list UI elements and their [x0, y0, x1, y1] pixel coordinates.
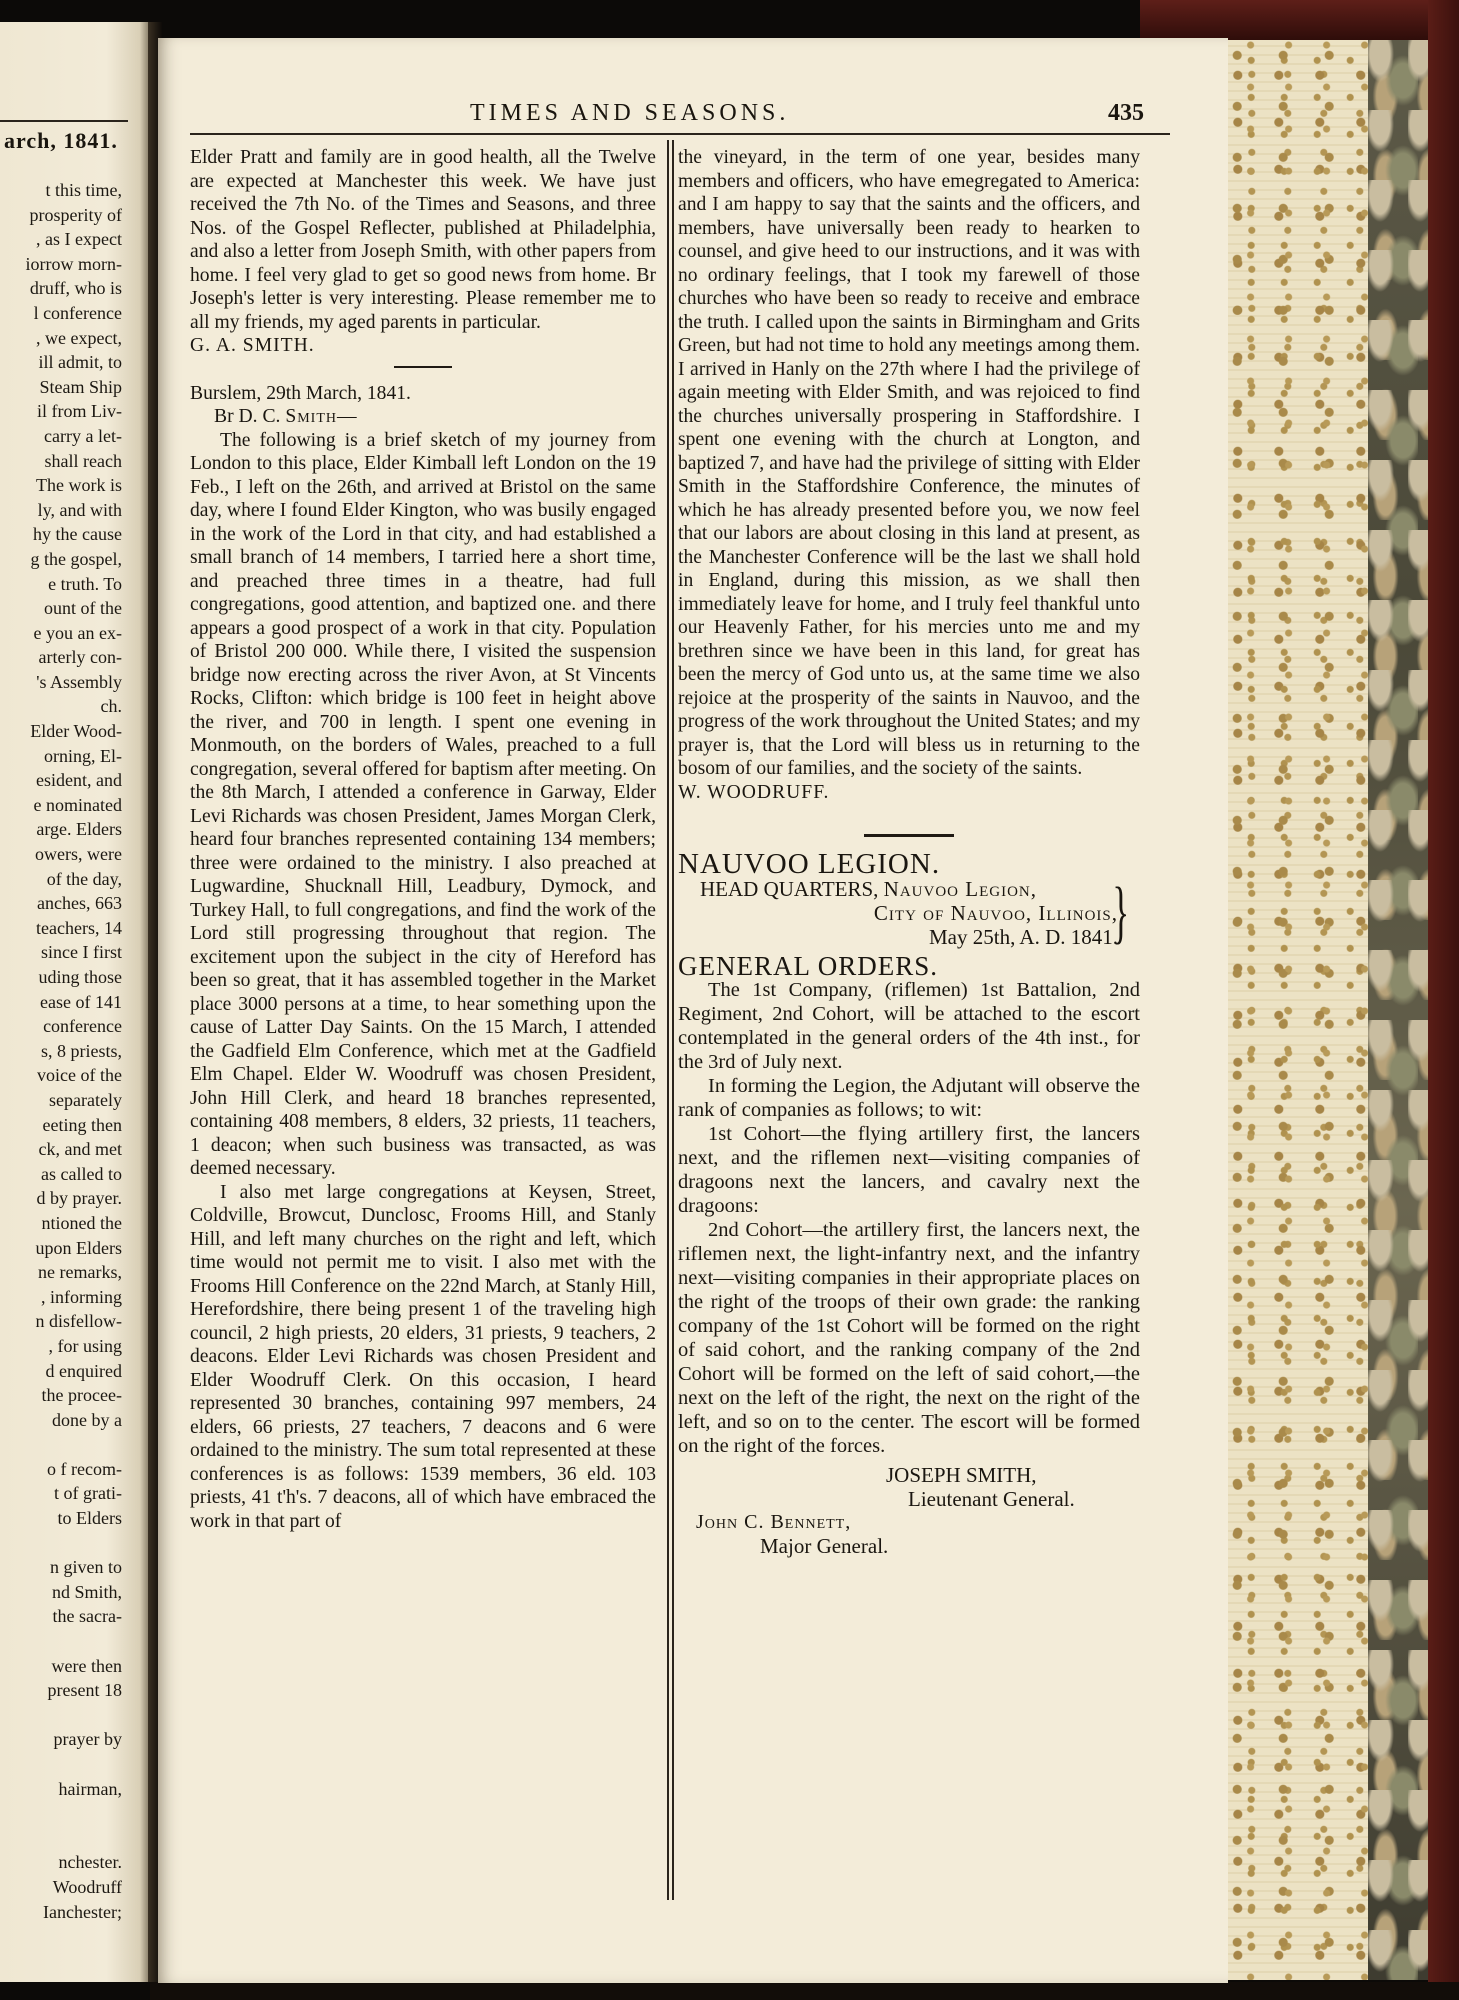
facing-page-line: were then	[51, 1655, 122, 1676]
facing-page-line: nchester.	[58, 1852, 122, 1873]
facing-page-line: upon Elders	[35, 1237, 122, 1258]
salutation-name: Smith—	[285, 406, 358, 427]
facing-page-line: carry a let-	[44, 425, 122, 446]
headquarters-block	[678, 873, 1140, 951]
facing-page-line: owers, were	[35, 844, 122, 865]
orders-paragraph: The 1st Company, (riflemen) 1st Battalion, 2nd Regiment, 2nd Cohort, will be attached to the escort contemplated in the general orders of the 4th inst., for the 3rd of July next.	[678, 979, 1140, 1073]
column-rule	[672, 140, 674, 1900]
letter-body-paragraph: I also met large congregations at Keysen, Street, Coldville, Browcut, Dunclosc, Frooms Hill, and Stanly Hill, and left many churches on the right and left, which time would not permit me to visit. I also met with the Frooms Hill Conference on the 22nd March, at Stanly Hill, Herefordshire, there being present 1 of the traveling high council, 2 high priests, 20 elders, 31 priests, 9 teachers, 2 deacons. Elder Levi Richards was chosen President and Elder Woodruff Clerk. On this occasion, I heard represented 30 branches, containing 997 members, 24 elders, 66 priests, 27 teachers, 7 deacons and 6 were ordained to the ministry. The sum total represented at these conferences is as follows: 1539 members, 36 eld. 103 priests, 41 t'h's. 7 deacons, all of which have embraced the work in that part of	[190, 1181, 656, 1532]
marbled-board	[1368, 40, 1430, 1980]
facing-page-line: nd Smith,	[51, 1581, 122, 1602]
hq-label: HEAD QUARTERS,	[700, 876, 884, 901]
facing-page-line: e you an ex-	[33, 622, 122, 643]
rank-lieutenant-general: Lieutenant General.	[908, 1486, 1075, 1511]
facing-page-line: ease of 141	[40, 991, 122, 1012]
left-column	[190, 146, 656, 1533]
facing-page-line: d by prayer.	[36, 1188, 122, 1209]
letter-closing-paragraph: Elder Pratt and family are in good health, all the Twelve are expected at Manchester this week. We have just received the 7th No. of the Times and Seasons, and three Nos. of the Gospel Reflecter, published at Philadelphia, and also a letter from Joseph Smith, with other papers from home. I feel very glad to get so good news from home. Br Joseph's letter is very interesting. Please remember me to all my friends, my aged parents in particular.	[190, 147, 656, 333]
facing-page-line: uding those	[38, 967, 122, 987]
rank-major-general: Major General.	[760, 1533, 889, 1558]
orders-paragraph: In forming the Legion, the Adjutant will observe the rank of companies as follows; to wit:	[678, 1075, 1140, 1121]
orders-paragraph: 1st Cohort—the flying artillery first, the lancers next, and the riflemen next—visiting companies of dragoons next the lancers, and cavalry next the dragoons:	[678, 1123, 1140, 1217]
facing-page-line: ntioned the	[41, 1212, 122, 1233]
facing-page-line: il from Liv-	[37, 401, 122, 422]
facing-page-line: prayer by	[53, 1729, 122, 1750]
facing-page-line: teachers, 14	[36, 917, 122, 938]
facing-page-line: , as I expect	[36, 229, 122, 250]
hq-legion: Nauvoo Legion,	[883, 876, 1037, 901]
facing-page-header: arch, 1841.	[4, 128, 118, 153]
signature-john-c-bennett: John C. Bennett,	[696, 1511, 852, 1533]
facing-page-text	[0, 178, 130, 1924]
brace-glyph: }	[1112, 873, 1130, 951]
book-bottom-edge	[150, 1982, 1459, 2000]
facing-page-line	[0, 1432, 130, 1457]
signature-joseph-smith: JOSEPH SMITH,	[886, 1463, 1037, 1487]
nauvoo-legion-heading: NAUVOO LEGION.	[678, 848, 941, 880]
facing-page-line: e nominated	[33, 794, 122, 815]
facing-page-line: esident, and	[36, 770, 122, 791]
facing-page-line	[0, 1801, 130, 1826]
facing-page-line: prosperity of	[29, 204, 122, 225]
facing-page-line: The work is	[36, 475, 122, 496]
facing-page-line: ck, and met	[38, 1139, 122, 1160]
facing-page-line: Woodruff	[52, 1876, 122, 1897]
letter-body-paragraph: The following is a brief sketch of my journey from London to this place, Elder Kimball left London on the 19 Feb., I left on the 26th, and arrived at Bristol on the same day, where I found Elder Kington, who was busily engaged in the work of the Lord in that city, and had established a small branch of 14 members, I tarried here a short time, and preached three times in a theatre, had full congregations, good attention, and baptized one. and there appears a good prospect of a work in that city. Population of Bristol 200 000. While there, I visited the suspension bridge now erecting across the river Avon, at St Vincents Rocks, Clifton: which bridge is 100 feet in height above the river, and 700 in length. I spent one evening in Monmouth, on the borders of Wales, preached to a full congregation, several offered for baptism after meeting. On the 8th March, I attended a conference in Garway, Elder Levi Richards was chosen President, James Morgan Clerk, heard four branches represented containing 134 members; three were ordained to the ministry. I also preached at Lugwardine, Shucknall Hill, Leadbury, Dymock, and Turkey Hall, to full congregations, and find the work of the Lord still progressing throughout that region. The excitement upon the subject in the city of Hereford has been so great, that it has assembled together in the Market place 3000 persons at a time, to hear something upon the cause of Latter Day Saints. On the 15 March, I attended the Gadfield Elm Conference, which met at the Gadfield Elm Chapel. Elder W. Woodruff was chosen President, John Hill Clerk, and heard 18 branches represented, containing 408 members, 8 elders, 32 priests, 11 teachers, 1 deacon; when such business was transacted, as was deemed necessary.	[190, 429, 656, 1179]
facing-page-line: the sacra-	[52, 1606, 122, 1627]
hq-city: City of Nauvoo, Illinois,	[873, 900, 1118, 925]
facing-page-line: anches, 663	[37, 893, 122, 914]
book-cover-top	[1140, 0, 1459, 42]
facing-page-line: ne remarks,	[38, 1262, 122, 1283]
facing-page-line: druff, who is	[29, 278, 122, 299]
orders-signatures	[678, 1464, 1140, 1558]
column-rule	[667, 140, 669, 1900]
facing-page-line: ly, and with	[37, 499, 122, 520]
facing-page-line: done by a	[52, 1409, 122, 1430]
facing-page-line: 's Assembly	[36, 671, 122, 692]
header-rule	[190, 133, 1170, 135]
facing-page-line: n given to	[50, 1557, 122, 1578]
facing-page-line: l conference	[33, 302, 122, 323]
facing-page-line: o f recom-	[47, 1458, 122, 1479]
facing-page-line: t of grati-	[54, 1483, 122, 1504]
facing-page-line	[0, 1703, 130, 1728]
page-fore-edge	[1205, 40, 1370, 1980]
facing-page-line	[0, 1826, 130, 1851]
facing-page-line: d enquired	[45, 1360, 122, 1381]
section-divider	[864, 834, 954, 837]
hq-date: May 25th, A. D. 1841.	[929, 924, 1118, 949]
facing-page-line: Ianchester;	[43, 1901, 122, 1922]
facing-page-line: ount of the	[44, 598, 122, 619]
letter-salutation	[190, 405, 656, 429]
leather-cover-edge	[1428, 0, 1459, 2000]
facing-page-line: as called to	[41, 1163, 122, 1184]
facing-page-line: orning, El-	[44, 745, 122, 766]
facing-page-line	[0, 1531, 130, 1556]
facing-page-line: conference	[43, 1016, 122, 1037]
salutation-prefix: Br D. C.	[214, 406, 286, 427]
facing-page-line: hairman,	[58, 1778, 122, 1799]
facing-page-line: since I first	[41, 942, 122, 963]
signature-w-woodruff: W. WOODRUFF.	[678, 781, 830, 803]
general-orders-heading: GENERAL ORDERS.	[678, 950, 939, 981]
facing-page-line: shall reach	[44, 450, 122, 471]
facing-page-line: ch.	[100, 696, 122, 717]
facing-page-line: ill admit, to	[38, 352, 122, 373]
general-orders-body	[678, 978, 1140, 1458]
facing-page-line: hy the cause	[33, 524, 122, 545]
right-column	[678, 146, 1140, 1558]
running-head: TIMES AND SEASONS.	[470, 100, 790, 126]
facing-page-line: g the gospel,	[30, 548, 122, 569]
facing-page-line	[0, 1752, 130, 1777]
facing-page-line: t this time,	[45, 180, 122, 200]
facing-page-line: , informing	[41, 1286, 122, 1307]
facing-page-line: eeting then	[42, 1114, 122, 1135]
facing-page-line: , for using	[48, 1335, 122, 1356]
facing-page-line: voice of the	[37, 1065, 122, 1086]
facing-page-line: separately	[49, 1089, 122, 1110]
letter-continuation-paragraph: the vineyard, in the term of one year, besides many members and officers, who have emegregated to America: and I am happy to say that the saints and the officers, and members, have universally been ready to hearken to counsel, and give heed to our instructions, and it was with no ordinary feelings, that I took my farewell of those churches who have been so ready to receive and embrace the truth. I called upon the saints in Birmingham and Grits Green, but had not time to hold any meetings among them. I arrived in Hanly on the 27th where I had the privilege of again meeting with Elder Smith, and was rejoiced to find the churches universally prospering in Staffordshire. I spent one evening with the church at Longton, and baptized 7, and have had the privilege of sitting with Elder Smith in the Staffordshire Conference, the minutes of which he has already presented before you, we now feel that our labors are about closing in this land at present, as the Manchester Conference will be the last we shall hold in England, during this mission, as we shall then immediately leave for home, and I truly feel thankful unto our Heavenly Father, for his mercies unto me and my brethren since we have been in this land, for great has been the mercy of God unto us, at the same time we also rejoice at the prosperity of the saints in Nauvoo, and the progress of the work throughout the United States; and my prayer is, that the Lord will bless us in returning to the bosom of our families, and the society of the saints.	[678, 147, 1140, 779]
page-number: 435	[1108, 100, 1144, 126]
orders-paragraph: 2nd Cohort—the artillery first, the lancers next, the riflemen next, the light-infantry next, and the infantry next—visiting companies in their appropriate places on the right of the troops of their own grade: the ranking company of the 1st Cohort will be formed on the right of said cohort, and the ranking company of the 2nd Cohort will be formed on the left of said cohort,—the next on the left of the right, the next on the right of the left, and so on to the center. The escort will be formed on the right of the forces.	[678, 1219, 1140, 1457]
facing-page-line: the procee-	[41, 1385, 122, 1406]
facing-page-line: present 18	[47, 1680, 122, 1701]
section-divider	[394, 366, 452, 368]
facing-page-line: , we expect,	[36, 327, 122, 348]
facing-page-fragment	[0, 22, 152, 1982]
facing-page-line: e truth. To	[48, 573, 122, 594]
facing-page-line: s, 8 priests,	[41, 1040, 122, 1061]
hq-line	[700, 877, 1140, 901]
facing-page-line: iorrow morn-	[25, 253, 122, 274]
facing-page-line: arterly con-	[38, 647, 122, 668]
letter-dateline: Burslem, 29th March, 1841.	[190, 382, 411, 404]
facing-page-rule	[0, 120, 128, 122]
signature-g-a-smith: G. A. SMITH.	[190, 335, 315, 356]
facing-page-line: to Elders	[57, 1508, 122, 1529]
facing-page-line: n disfellow-	[35, 1311, 122, 1332]
facing-page-line: of the day,	[46, 868, 122, 889]
facing-page-line	[0, 1629, 130, 1654]
facing-page-line: arge. Elders	[36, 819, 122, 840]
facing-page-line: Steam Ship	[39, 376, 122, 397]
facing-page-line: Elder Wood-	[30, 721, 122, 742]
